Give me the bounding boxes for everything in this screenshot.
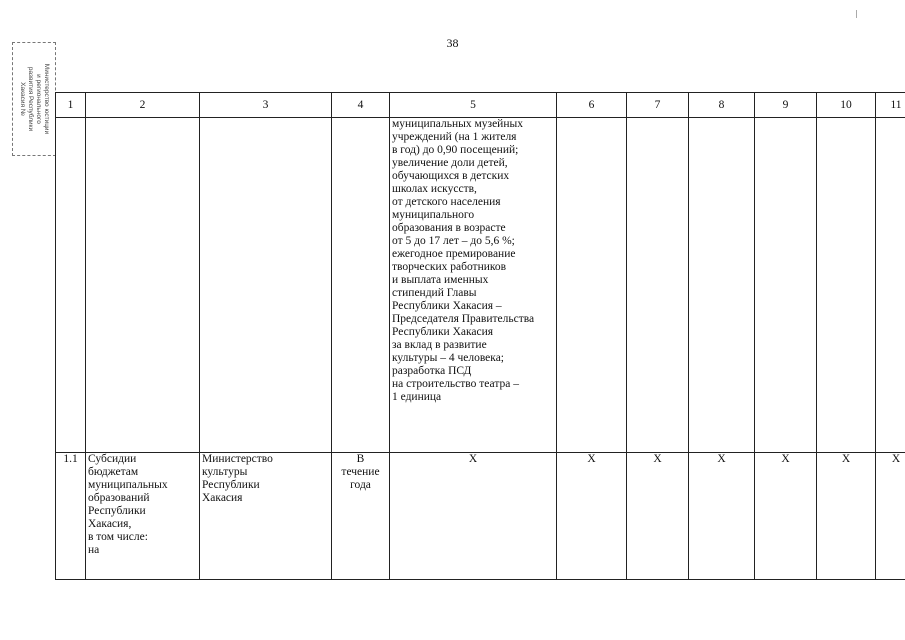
stamp-text xyxy=(18,43,50,155)
table-cell: Х xyxy=(689,453,755,580)
text-line: за вклад в развитие xyxy=(392,339,487,351)
table-cell: Х xyxy=(876,453,905,580)
text-line: 1 единица xyxy=(392,391,442,403)
table-cell xyxy=(557,118,627,453)
table-row xyxy=(56,453,905,580)
measure-name-cell xyxy=(86,453,200,580)
column-header: 3 xyxy=(200,93,332,118)
stamp-line: развития Республики xyxy=(27,66,34,132)
table-cell xyxy=(86,118,200,453)
registration-stamp xyxy=(12,42,56,156)
scan-edge-mark xyxy=(856,10,857,18)
expected-results-cell xyxy=(390,118,557,453)
text-line: Республики xyxy=(202,479,260,491)
table-cell xyxy=(627,118,689,453)
text-line: от детского населения xyxy=(392,196,501,208)
text-line: и выплата именных xyxy=(392,274,489,286)
text-line: Хакасия, xyxy=(88,518,132,530)
table-cell xyxy=(755,118,817,453)
text-line: муниципальных xyxy=(88,479,168,491)
text-line: образований xyxy=(88,492,150,504)
stamp-line: Министерство юстиции xyxy=(43,63,50,135)
text-line: бюджетам xyxy=(88,466,139,478)
text-line: В xyxy=(356,453,365,465)
column-header: 9 xyxy=(755,93,817,118)
text-line: Субсидии xyxy=(88,453,137,465)
program-table xyxy=(55,92,905,580)
text-line: разработка ПСД xyxy=(392,365,472,377)
table-cell xyxy=(56,118,86,453)
text-line: Республики Хакасия – xyxy=(392,300,502,312)
text-line: Хакасия xyxy=(202,492,243,504)
column-header: 2 xyxy=(86,93,200,118)
table-cell xyxy=(332,118,390,453)
text-line: года xyxy=(350,479,371,491)
column-header: 8 xyxy=(689,93,755,118)
column-header: 5 xyxy=(390,93,557,118)
table-cell: Х xyxy=(390,453,557,580)
text-line: культуры – 4 человека; xyxy=(392,352,504,364)
row-number-cell: 1.1 xyxy=(56,453,86,580)
text-line: школах искусств, xyxy=(392,183,477,195)
text-line: культуры xyxy=(202,466,248,478)
text-line: Республики Хакасия xyxy=(392,326,494,338)
text-line: в год) до 0,90 посещений; xyxy=(392,144,519,156)
text-line: муниципального xyxy=(392,209,475,221)
column-header: 11 xyxy=(876,93,905,118)
table-cell: Х xyxy=(557,453,627,580)
column-header: 7 xyxy=(627,93,689,118)
term-cell xyxy=(332,453,390,580)
column-header: 10 xyxy=(817,93,876,118)
text-line: творческих работников xyxy=(392,261,507,273)
text-line: образования в возрасте xyxy=(392,222,506,234)
executor-cell xyxy=(200,453,332,580)
table-cell: Х xyxy=(817,453,876,580)
continuation-row xyxy=(56,118,905,453)
page-number: 38 xyxy=(446,36,459,50)
column-header: 6 xyxy=(557,93,627,118)
table-cell xyxy=(876,118,905,453)
table-cell xyxy=(200,118,332,453)
text-line: стипендий Главы xyxy=(392,287,477,299)
table-cell: Х xyxy=(755,453,817,580)
column-header: 4 xyxy=(332,93,390,118)
text-line: увеличение доли детей, xyxy=(392,157,508,169)
column-number-row xyxy=(56,93,905,118)
stamp-line: и регионального xyxy=(35,74,42,124)
table-cell: Х xyxy=(627,453,689,580)
text-line: на строительство театра – xyxy=(392,378,519,390)
text-line: в том числе: xyxy=(88,531,148,543)
stamp-line: Хакасия № xyxy=(19,82,26,116)
text-line: на xyxy=(88,544,100,556)
column-header: 1 xyxy=(56,93,86,118)
table-cell xyxy=(817,118,876,453)
text-line: Республики xyxy=(88,505,146,517)
text-line: Председателя Правительства xyxy=(392,313,535,325)
text-line: учреждений (на 1 жителя xyxy=(392,131,517,143)
text-line: ежегодное премирование xyxy=(392,248,516,260)
table-cell xyxy=(689,118,755,453)
text-line: обучающихся в детских xyxy=(392,170,510,182)
text-line: от 5 до 17 лет – до 5,6 %; xyxy=(392,235,515,247)
text-line: течение xyxy=(341,466,380,478)
text-line: муниципальных музейных xyxy=(392,118,523,130)
text-line: Министерство xyxy=(202,453,273,465)
